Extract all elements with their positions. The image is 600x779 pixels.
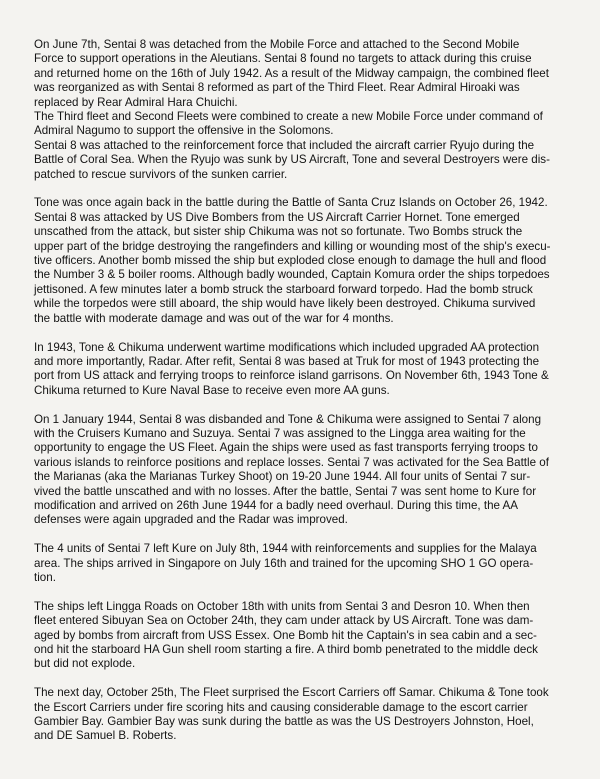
paragraph-samar: The next day, October 25th, The Fleet surprised the Escort Carriers off Samar. Chikuma & Tone took the Escort Carriers under fire scoring hits and causing considerable damage to the escort carrier Gambier Bay. Gambier Bay was sunk during the battle as was the US Destroyers Johnston, Hoel, and DE Samuel B. Roberts. — [34, 686, 549, 743]
paragraph-santa-cruz: Tone was once again back in the battle during the Battle of Santa Cruz Islands on October 26, 1942. Sentai 8 was attacked by US Dive Bombers from the US Aircraft Carrier Hornet. Tone emerged unscathed from the attack, but sister ship Chikuma was not so fortunate. Two Bombs struck the upper part of the bridge destroying the rangefinders and killing or wounding most of the ship's execu- tive officers. Another bomb missed the ship but exploded close enough to damage the hull and flood the Number 3 & 5 boiler rooms. Although badly wounded, Captain Komura order the ships torpedoes jettisoned. A few minutes later a bomb struck the starboard forward torpedo. Had the bomb struck while the torpedos were still aboard, the ship would have likely been destroyed. Chikuma survived the battle with moderate damage and was out of the war for 4 months. — [34, 196, 551, 325]
paragraph-mobile-force: The Third fleet and Second Fleets were combined to create a new Mobile Force under command of Admiral Nagumo to support the offensive in the Solomons. — [34, 110, 543, 138]
paragraph-aleutians: On June 7th, Sentai 8 was detached from the Mobile Force and attached to the Second Mobile Force to support operations in the Aleutians. Sentai 8 found no targets to attack during this cruise and returned home on the 16th of July 1942. As a result of the Midway campaign, the combined fleet was reorganized as with Sentai 8 reformed as part of the Third Fleet. Rear Admiral Hiroaki was replaced by Rear Admiral Hara Chuichi. — [34, 38, 549, 109]
paragraph-1944-sentai-7: On 1 January 1944, Sentai 8 was disbanded and Tone & Chikuma were assigned to Sentai 7 along with the Cruisers Kumano and Suzuya. Sentai 7 was assigned to the Lingga area waiting for the opportunity to engage the US Fleet. Again the ships were used as fast transports ferrying troops to various islands to reinforce positions and replace losses. Sentai 7 was activated for the Sea Battle of the Marianas (aka the Marianas Turkey Shoot) on 19-20 June 1944. All four units of Sentai 7 sur- vived the battle unscathed and with no losses. After the battle, Sentai 7 was sent home to Kure for modification and arrived on 26th June 1944 for a badly need overhaul. During this time, the AA defenses were again upgraded and the Radar was improved. — [34, 412, 549, 527]
paragraph-1943-refit: In 1943, Tone & Chikuma underwent wartime modifications which included upgraded AA protection and more importantly, Radar. After refit, Sentai 8 was based at Truk for most of 1943 protecting the port from US attack and ferrying troops to reinforce island garrisons. On November 6th, 1943 Tone & Chikuma returned to Kure Naval Base to receive even more AA guns. — [34, 340, 549, 397]
document-page — [34, 38, 570, 758]
paragraph-kure-departure: The 4 units of Sentai 7 left Kure on July 8th, 1944 with reinforcements and supplies for the Malaya area. The ships arrived in Singapore on July 16th and trained for the upcoming SHO 1 GO opera- tion. — [34, 542, 537, 584]
paragraph-coral-sea: Sentai 8 was attached to the reinforcement force that included the aircraft carrier Ryujo during the Battle of Coral Sea. When the Ryujo was sunk by US Aircraft, Tone and several Destroyers were dis- patched to rescue survivors of the sunken carrier. — [34, 138, 550, 181]
paragraph-sibuyan-sea: The ships left Lingga Roads on October 18th with units from Sentai 3 and Desron 10. When then fleet entered Sibuyan Sea on October 24th, they cam under attack by US Aircraft. Tone was dam- aged by bombs from aircraft from USS Essex. One Bomb hit the Captain's in sea cabin and a sec- ond hit the starboard HA Gun shell room starting a fire. A third bomb penetrated to the middle deck but did not explode. — [34, 599, 538, 671]
